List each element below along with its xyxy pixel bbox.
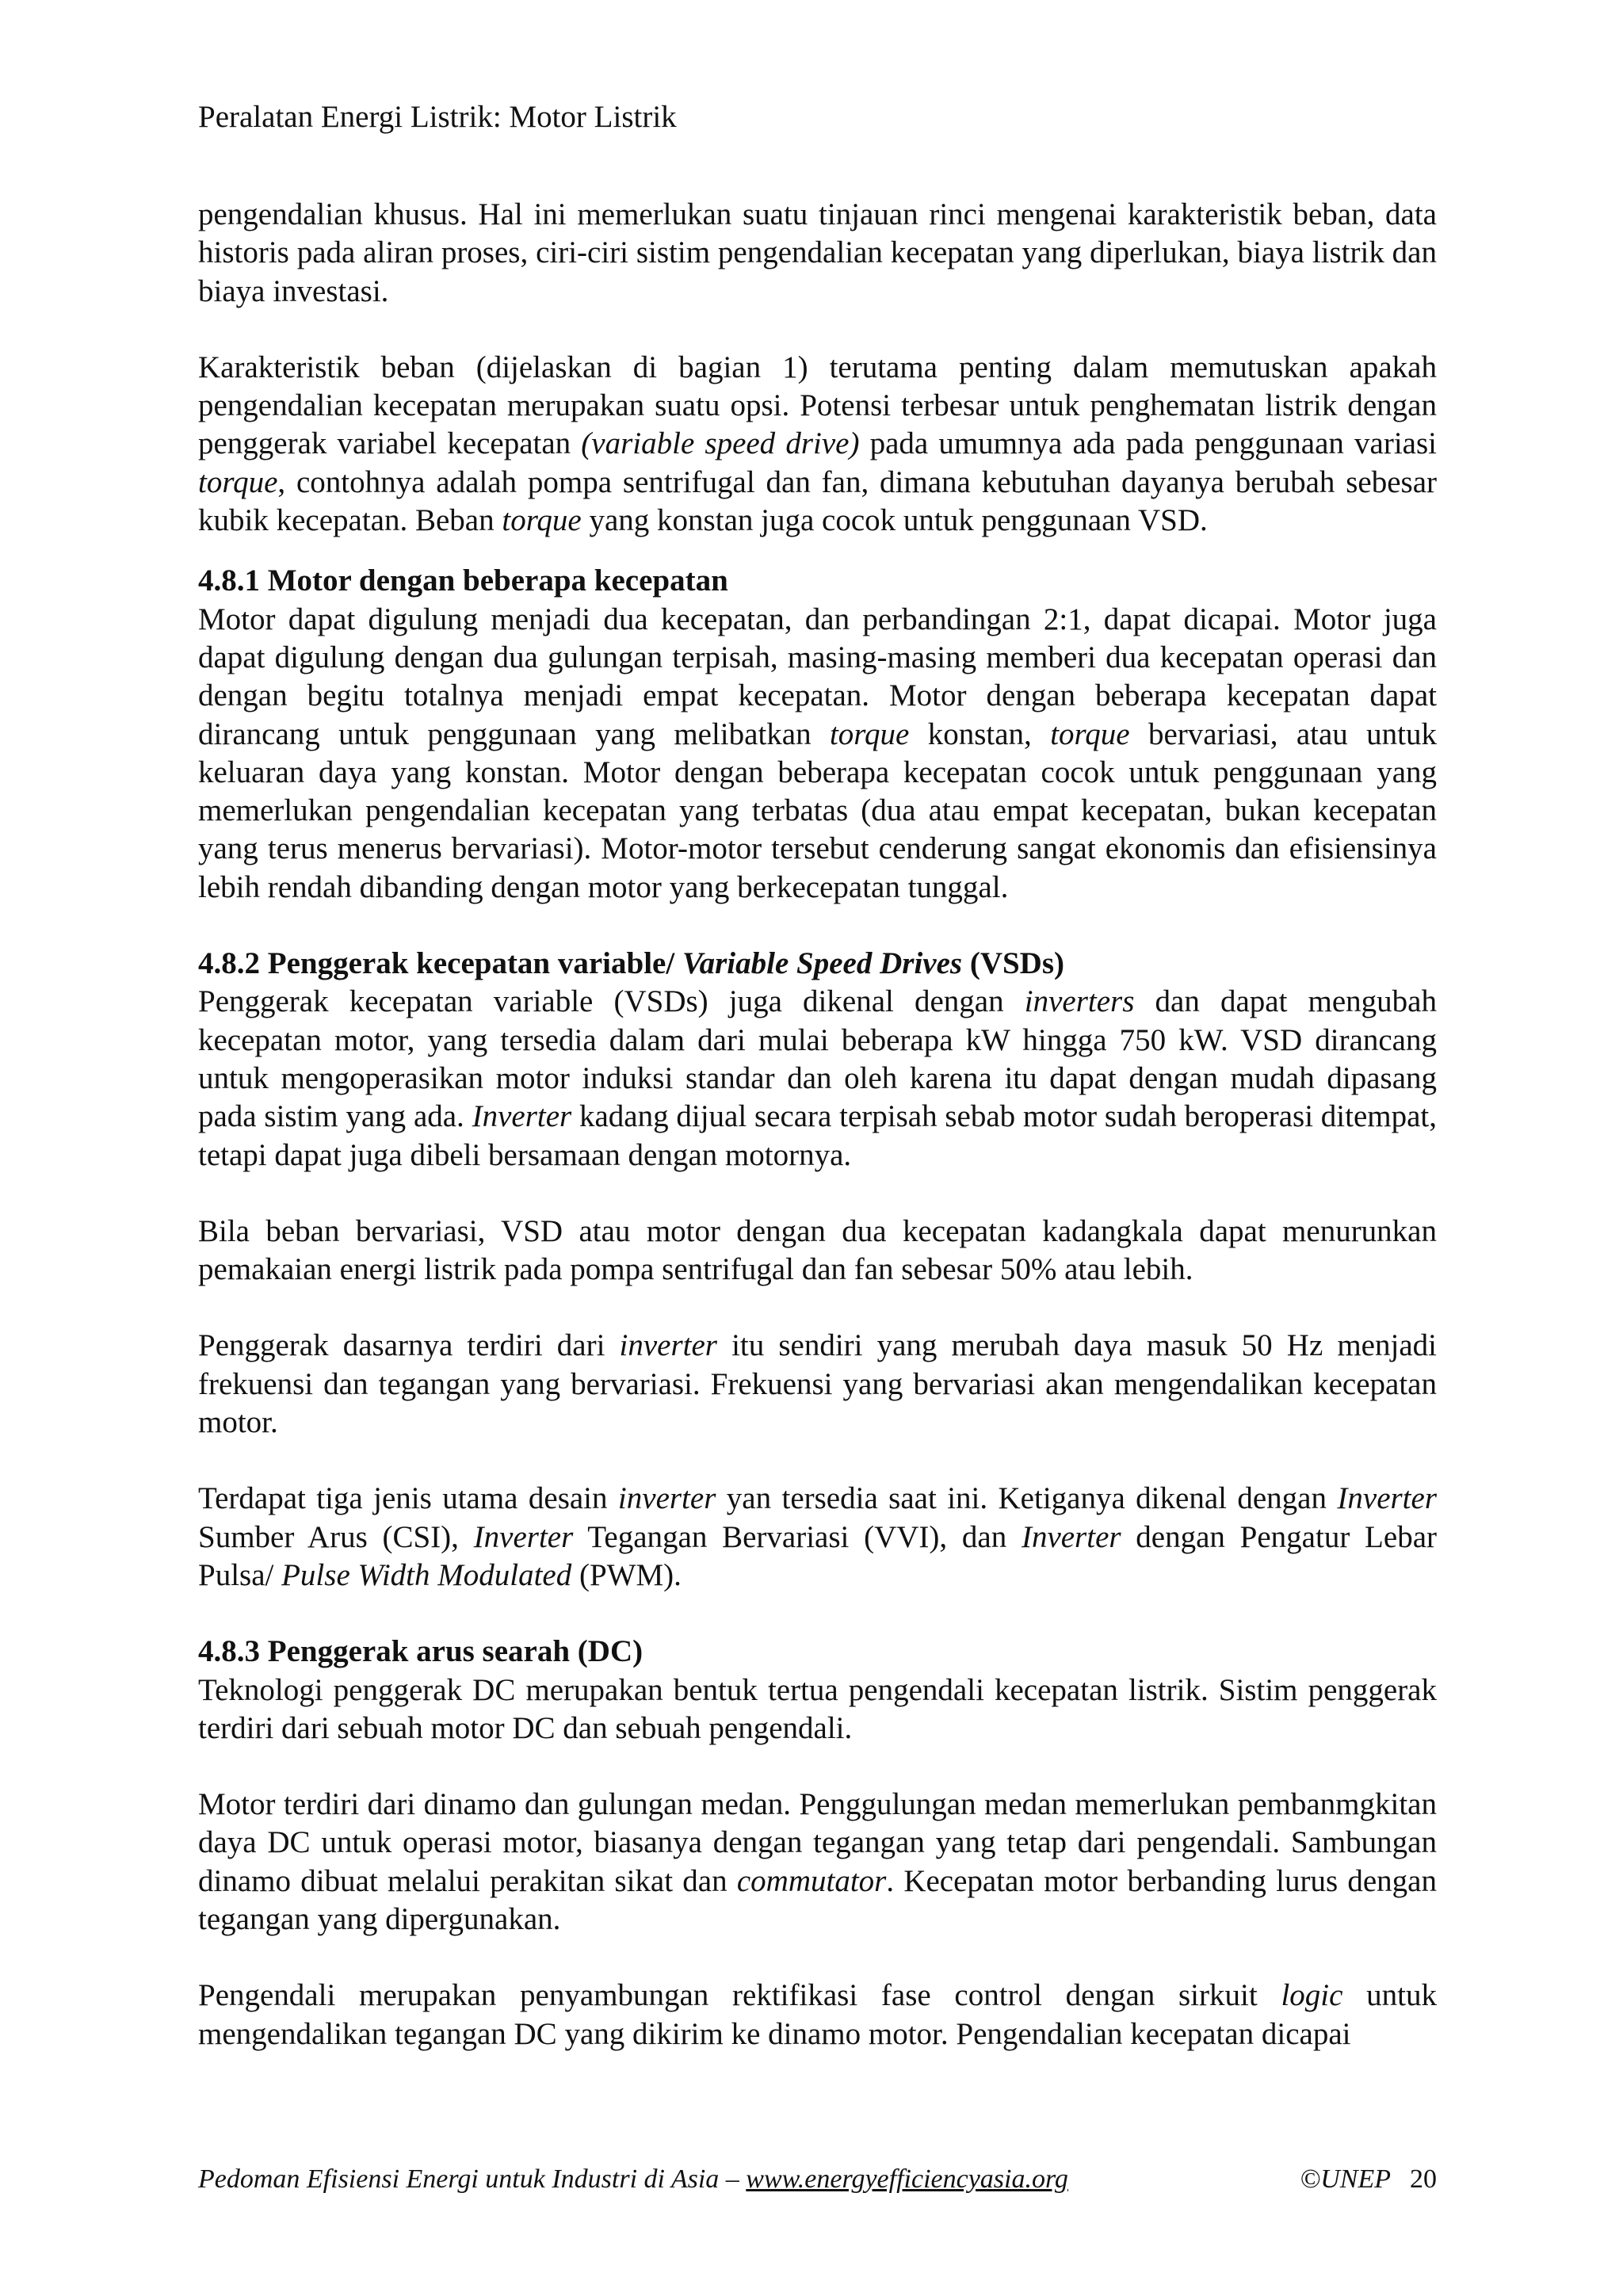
- paragraph-vsd-savings: Bila beban bervariasi, VSD atau motor dengan dua kecepatan kadangkala dapat menurunkan pemakaian energi listrik pada pompa sentrifugal dan fan sebesar 50% atau lebih.: [198, 1213, 1437, 1287]
- running-header: Peralatan Energi Listrik: Motor Listrik: [198, 100, 677, 134]
- section-heading-4-8-3: 4.8.3 Penggerak arus searah (DC): [198, 1634, 643, 1669]
- paragraph-dc-motor: Motor terdiri dari dinamo dan gulungan medan. Penggulungan medan memerlukan pembanmgkitan daya DC untuk operasi motor, biasanya dengan tegangan yang tetap dari pengendali. Sambungan dinamo dibuat melalui perakitan sikat dan commutator. Kecepatan motor berbanding lurus dengan tegangan yang dipergunakan.: [198, 1787, 1437, 1936]
- section-heading-4-8-1: 4.8.1 Motor dengan beberapa kecepatan: [198, 563, 728, 598]
- paragraph-dc-drive-intro: Teknologi penggerak DC merupakan bentuk tertua pengendali kecepatan listrik. Sistim penggerak terdiri dari sebuah motor DC dan sebuah pengendali.: [198, 1672, 1437, 1745]
- paragraph-load-characteristics: Karakteristik beban (dijelaskan di bagian 1) terutama penting dalam memutuskan apakah pengendalian kecepatan merupakan suatu opsi. Potensi terbesar untuk penghematan listrik dengan penggerak variabel kecepatan (variable speed drive) pada umumnya ada pada penggunaan variasi torque, contohnya adalah pompa sentrifugal dan fan, dimana kebutuhan dayanya berubah sebesar kubik kecepatan. Beban torque yang konstan juga cocok untuk penggunaan VSD.: [198, 350, 1437, 538]
- footer-copyright: ©UNEP: [1300, 2164, 1391, 2194]
- page-number: 20: [1410, 2164, 1437, 2194]
- page-body: [198, 196, 1437, 2053]
- footer-website-link[interactable]: www.energyefficiencyasia.org: [746, 2164, 1068, 2194]
- section-heading-4-8-2: 4.8.2 Penggerak kecepatan variable/ Variable Speed Drives (VSDs): [198, 946, 1064, 981]
- page-footer: [198, 2163, 1437, 2196]
- paragraph-multispeed-motors: Motor dapat digulung menjadi dua kecepatan, dan perbandingan 2:1, dapat dicapai. Motor juga dapat digulung dengan dua gulungan terpisah, masing-masing memberi dua kecepatan operasi dan dengan begitu totalnya menjadi empat kecepatan. Motor dengan beberapa kecepatan dapat dirancang untuk penggunaan yang melibatkan torque konstan, torque bervariasi, atau untuk keluaran daya yang konstan. Motor dengan beberapa kecepatan cocok untuk penggunaan yang memerlukan pengendalian kecepatan yang terbatas (dua atau empat kecepatan, bukan kecepatan yang terus menerus bervariasi). Motor-motor tersebut cenderung sangat ekonomis dan efisiensinya lebih rendah dibanding dengan motor yang berkecepatan tunggal.: [198, 602, 1437, 904]
- footer-guide-title: Pedoman Efisiensi Energi untuk Industri di Asia –: [198, 2164, 747, 2194]
- paragraph-continuation: pengendalian khusus. Hal ini memerlukan suatu tinjauan rinci mengenai karakteristik beban, data historis pada aliran proses, ciri-ciri sistim pengendalian kecepatan yang diperlukan, biaya listrik dan biaya investasi.: [198, 197, 1437, 308]
- footer-copyright-page: [1300, 2163, 1437, 2196]
- paragraph-dc-controller: Pengendali merupakan penyambungan rektifikasi fase control dengan sirkuit logic untuk mengendalikan tegangan DC yang dikirim ke dinamo motor. Pengendalian kecepatan dicapai: [198, 1978, 1438, 2051]
- paragraph-inverter-basics: Penggerak dasarnya terdiri dari inverter itu sendiri yang merubah daya masuk 50 Hz menjadi frekuensi dan tegangan yang bervariasi. Frekuensi yang bervariasi akan mengendalikan kecepatan motor.: [198, 1328, 1437, 1440]
- paragraph-vsd-intro: Penggerak kecepatan variable (VSDs) juga dikenal dengan inverters dan dapat mengubah kecepatan motor, yang tersedia dalam dari mulai beberapa kW hingga 750 kW. VSD dirancang untuk mengoperasikan motor induksi standar dan oleh karena itu dapat dengan mudah dipasang pada sistim yang ada. Inverter kadang dijual secara terpisah sebab motor sudah beroperasi ditempat, tetapi dapat juga dibeli bersamaan dengan motornya.: [198, 984, 1438, 1172]
- paragraph-inverter-types: Terdapat tiga jenis utama desain inverter yan tersedia saat ini. Ketiganya dikenal dengan Inverter Sumber Arus (CSI), Inverter Tegangan Bervariasi (VVI), dan Inverter dengan Pengatur Lebar Pulsa/ Pulse Width Modulated (PWM).: [198, 1481, 1437, 1592]
